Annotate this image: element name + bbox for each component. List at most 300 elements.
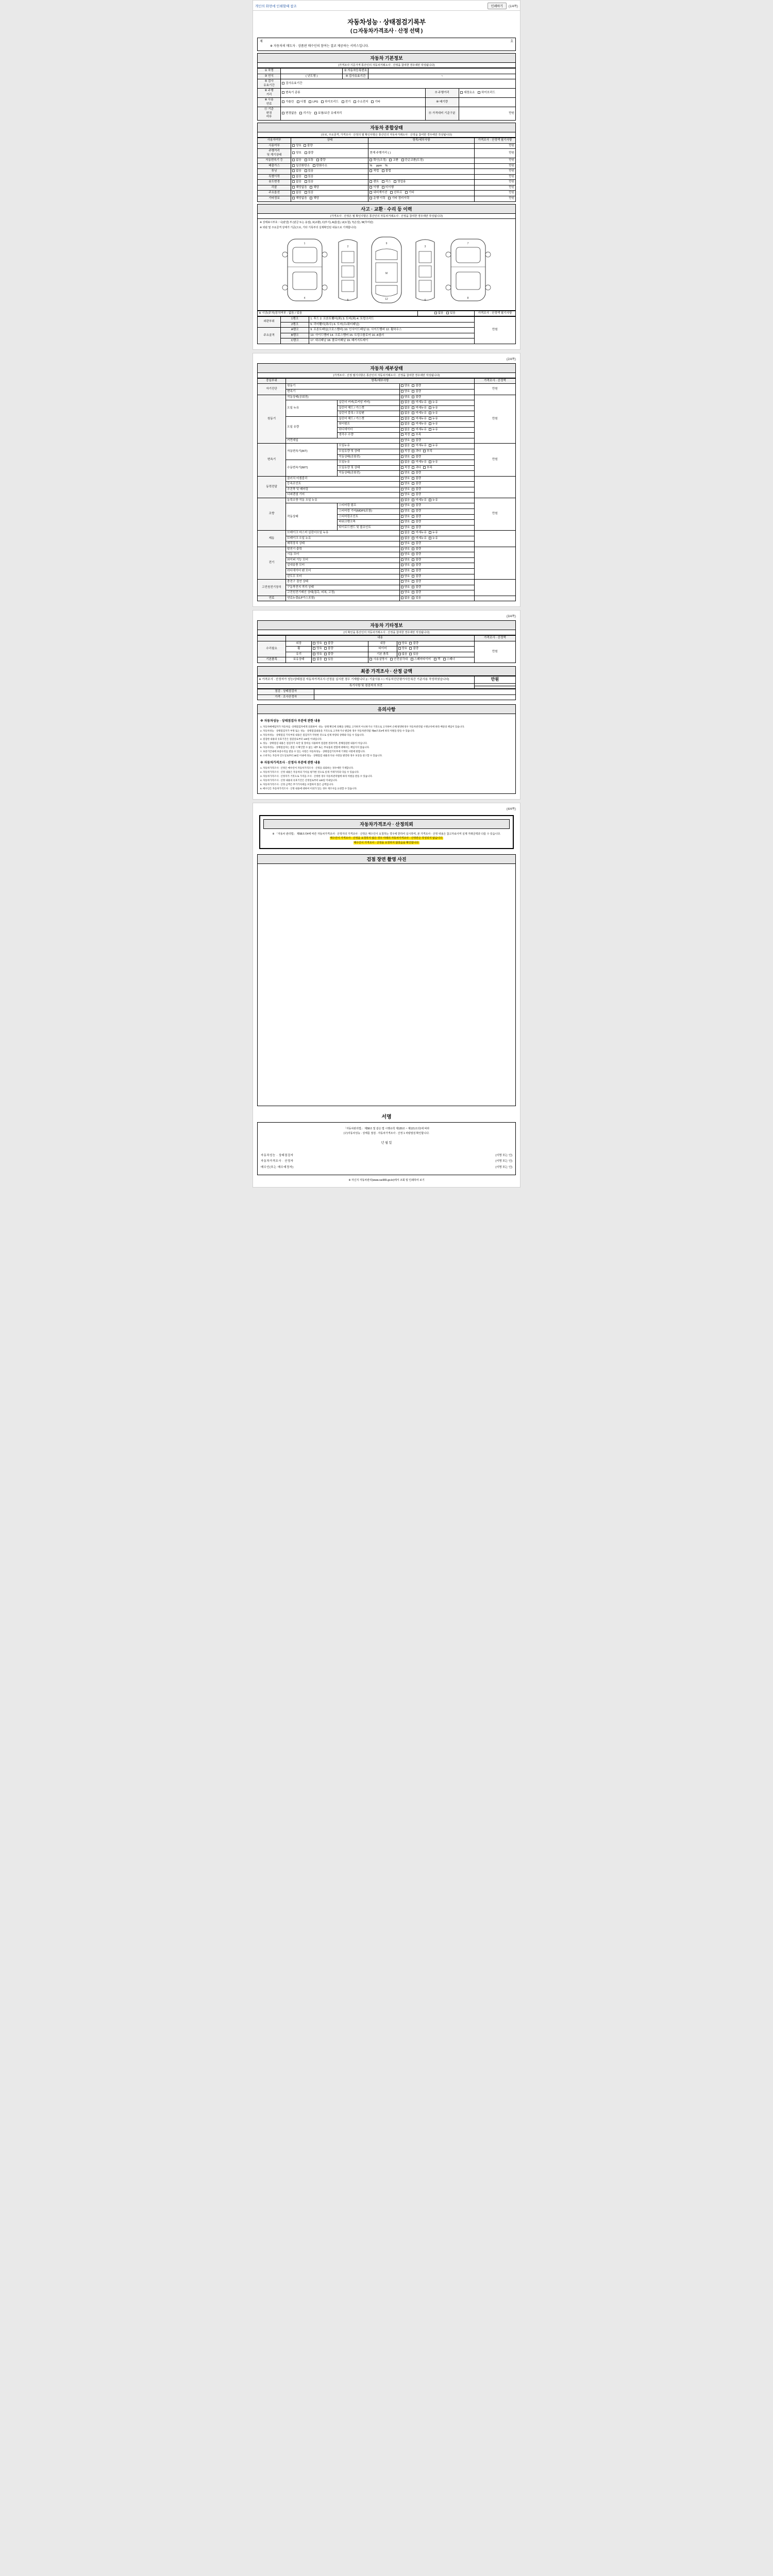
price-amount[interactable]: 만원 — [474, 676, 515, 684]
amount-hv[interactable] — [474, 580, 515, 596]
c60[interactable] — [401, 531, 404, 534]
c47[interactable] — [401, 499, 404, 501]
row-items-transmission[interactable]: 확인(조정) 교환 단순교환(도장) — [368, 158, 474, 164]
row-state-usechange[interactable]: 없음 있음 — [291, 180, 368, 185]
row-state-emission[interactable]: 일산화탄소 탄화수소 — [291, 163, 368, 169]
d2[interactable] — [324, 642, 327, 645]
c64[interactable] — [412, 537, 414, 539]
state-trans-diag[interactable]: 양호 불량 — [399, 389, 474, 395]
c61[interactable] — [412, 531, 414, 534]
c29[interactable] — [401, 455, 404, 458]
cell-accessories[interactable]: 사용설명서 안전삼각대 스페어타이어 잭 스패너 — [368, 657, 474, 663]
state-fuel-leak[interactable]: 없음 있음 — [399, 596, 474, 601]
state-waterpump[interactable]: 없음 미세누유 누유 — [399, 422, 474, 428]
c42[interactable] — [412, 482, 414, 485]
c41[interactable] — [401, 482, 404, 485]
c31[interactable] — [401, 461, 404, 463]
state-window-motor[interactable]: 양호 불량 — [399, 574, 474, 580]
c23[interactable] — [401, 444, 404, 447]
c10[interactable] — [401, 417, 404, 420]
checkbox-etc-yes[interactable] — [310, 197, 312, 199]
checkbox-tuning-illegal[interactable] — [382, 170, 384, 172]
state-master-cyl[interactable]: 없음 미세누유 누유 — [399, 531, 474, 536]
checkbox-fuel-gasoline[interactable] — [282, 100, 284, 103]
c79[interactable] — [412, 575, 414, 578]
checkbox-etc-na[interactable] — [292, 197, 295, 199]
checkbox-odo-bad[interactable] — [305, 151, 307, 154]
c24[interactable] — [412, 444, 414, 447]
c56[interactable] — [401, 520, 404, 523]
d5[interactable] — [313, 647, 315, 650]
d9[interactable] — [313, 653, 315, 655]
diagram-note-1: ※ 상태표시부호 : 니(판넬) 부 (판금 또는 용접), X(교환), C(부식), A(흠집), U(요철), T(손상), W(후미판) — [260, 221, 373, 224]
signature-row-value[interactable]: (서명 또는 인) — [495, 1165, 512, 1169]
checkbox-usage[interactable] — [282, 82, 284, 84]
section-basic-note: (가격조사 기준가격 통산인의 자동차거래소사 · 산정을 참여한 경우에만 작성됩니다) — [257, 63, 516, 68]
c57[interactable] — [412, 520, 414, 523]
amount-steering[interactable]: 만원 — [474, 498, 515, 530]
cell-wheel-opts[interactable]: 양호 불량 — [312, 647, 368, 652]
cell-value-standard[interactable]: 만원 — [459, 107, 515, 121]
state-head-gasket[interactable]: 없음 미세누유 누유 — [399, 405, 474, 411]
state-at-op[interactable]: 양호 불량 — [399, 454, 474, 460]
c72[interactable] — [401, 558, 404, 561]
c8[interactable] — [412, 412, 414, 414]
d13[interactable] — [313, 658, 315, 660]
c53[interactable] — [412, 510, 414, 512]
checkbox-change-none[interactable] — [282, 112, 284, 114]
row-amount-special[interactable]: 만원 — [474, 174, 515, 180]
c74[interactable] — [401, 564, 404, 566]
checkbox-opt-yes[interactable] — [305, 191, 307, 194]
c81[interactable] — [412, 580, 414, 583]
c68[interactable] — [401, 548, 404, 550]
state-head-gasket2[interactable]: 없음 미세누유 누유 — [399, 416, 474, 422]
c17[interactable] — [412, 428, 414, 431]
print-button[interactable]: 인쇄하기 — [488, 3, 507, 9]
state-clutch[interactable]: 양호 불량 — [399, 476, 474, 482]
cell-value-year[interactable]: ( 년도형 ) — [281, 74, 343, 79]
c82[interactable] — [401, 586, 404, 588]
col-header-user: 사용자여부 — [258, 138, 291, 144]
c21[interactable] — [401, 439, 404, 442]
checkbox-change-insurance[interactable] — [314, 112, 317, 114]
c1[interactable] — [401, 401, 404, 403]
section-caution-title: 유의사항 — [257, 704, 516, 714]
c46[interactable] — [412, 493, 414, 496]
c44[interactable] — [412, 488, 414, 490]
hazard-line-3-text: 매수인이 가격조사 · 산정을 요청하지 않았음을 확인합니다. — [354, 841, 419, 844]
sub-tierod: 타이로드엔드 및 볼조인트 — [338, 525, 399, 531]
state-brake-oil[interactable]: 없음 미세누유 누유 — [399, 536, 474, 541]
print-notice: 개인의 화면에 인쇄할때 참조 — [255, 5, 297, 8]
rank-items-a[interactable]: 9. 프론트패널(크로스멤버) 10. 인사이드패널 11. 사이드멤버 12. 휠하우스 — [309, 328, 475, 333]
d15[interactable] — [369, 658, 372, 660]
cell-holding-opts[interactable]: 없음 있음 — [312, 657, 368, 663]
state-rocker-cover[interactable]: 없음 미세누유 누유 — [399, 400, 474, 406]
c38[interactable] — [412, 471, 414, 474]
state-commonrail[interactable]: 양호 불량 — [399, 438, 474, 444]
c18[interactable] — [429, 428, 431, 431]
inspector-value-2[interactable] — [314, 694, 516, 700]
signature-rows — [261, 1153, 512, 1171]
c75[interactable] — [412, 564, 414, 566]
d19[interactable] — [443, 658, 446, 660]
row-amount-odometer[interactable]: 만원 — [474, 149, 515, 158]
c58[interactable] — [401, 526, 404, 529]
c11[interactable] — [412, 417, 414, 420]
d12[interactable] — [409, 653, 412, 655]
state-cvjoint[interactable]: 양호 불량 — [399, 482, 474, 487]
c16[interactable] — [401, 428, 404, 431]
c22[interactable] — [412, 439, 414, 442]
row-amount-emission[interactable]: 만원 — [474, 163, 515, 169]
c65[interactable] — [429, 537, 431, 539]
c55[interactable] — [412, 515, 414, 518]
checkbox-use-none[interactable] — [292, 180, 295, 183]
c6[interactable] — [429, 406, 431, 409]
checkbox-maint-hist[interactable] — [388, 197, 391, 199]
price-survey-checkbox[interactable] — [354, 29, 357, 33]
checkbox-lease[interactable] — [382, 180, 384, 183]
amount-transmission[interactable]: 만원 — [474, 444, 515, 476]
state-steer-joint[interactable]: 양호 불량 — [399, 514, 474, 520]
checkbox-usage-a[interactable] — [292, 144, 295, 147]
checkbox-use-yes[interactable] — [305, 180, 307, 183]
state-steer-pump[interactable]: 양호 불량 — [399, 503, 474, 509]
c78[interactable] — [401, 575, 404, 578]
cell-value-carname[interactable] — [281, 69, 343, 74]
checkbox-hc[interactable] — [313, 164, 315, 167]
c70[interactable] — [401, 553, 404, 555]
checkbox-fuel-diesel[interactable] — [297, 100, 299, 103]
c2[interactable] — [412, 401, 414, 403]
state-block-oilpan[interactable]: 없음 미세누유 누유 — [399, 411, 474, 417]
cell-value-type[interactable]: 검사유효기간 — [281, 79, 516, 89]
c26[interactable] — [401, 450, 404, 452]
checkbox-tuning-yes[interactable] — [305, 170, 307, 172]
amount-fuel[interactable] — [474, 596, 515, 601]
state-engine-idle[interactable]: 양호 불량 — [399, 395, 474, 400]
row-amount-usage[interactable]: 만원 — [474, 143, 515, 149]
checkbox-trans-check[interactable] — [369, 159, 372, 161]
c49[interactable] — [429, 499, 431, 501]
cell-glass-opts[interactable]: 양호 불량 — [312, 652, 368, 657]
c62[interactable] — [429, 531, 431, 534]
caution-item: 7. 보증기간내에 보증수리를 받을 수 있는 사항은 자동차성능 · 상태점검기록부에 기재된 사항에 한합니다. — [260, 750, 366, 753]
cell-value-displacement[interactable] — [459, 98, 515, 107]
d17[interactable] — [411, 658, 413, 660]
row-items-emission[interactable]: % ppm % — [368, 163, 474, 169]
c34[interactable] — [401, 466, 404, 469]
checkbox-fuel-hybrid[interactable] — [321, 100, 324, 103]
row-items-options[interactable]: 내비게이션 선루프 기타 — [368, 191, 474, 196]
c69[interactable] — [412, 548, 414, 550]
row-amount-transmission[interactable]: 만원 — [474, 158, 515, 164]
checkbox-legend-yes[interactable] — [446, 312, 449, 314]
d7[interactable] — [398, 647, 401, 650]
c19[interactable] — [401, 433, 404, 436]
cell-value-fuel[interactable]: 가솔린 디젤 LPG 하이브리드 전기 수소전지 기타 — [281, 98, 426, 107]
c59[interactable] — [412, 526, 414, 529]
accident-amount[interactable]: 만원 — [474, 317, 515, 344]
state-propshaft[interactable]: 양호 불량 — [399, 487, 474, 493]
c5[interactable] — [412, 406, 414, 409]
state-steer-gear[interactable]: 양호 불량 — [399, 509, 474, 514]
state-at-level[interactable]: 적정 과다 부족 — [399, 449, 474, 454]
checkbox-change-yes[interactable] — [299, 112, 302, 114]
checkbox-recall-done[interactable] — [369, 186, 372, 189]
state-mt-leak[interactable]: 없음 미세누유 누유 — [399, 460, 474, 466]
state-blower[interactable]: 양호 불량 — [399, 563, 474, 569]
item-brake-oil: 브레이크 오일 누유 — [286, 536, 399, 541]
cell-tire-opts[interactable]: 양호 불량 — [397, 647, 474, 652]
cell-wheel: 휠 — [286, 647, 312, 652]
c9[interactable] — [429, 412, 431, 414]
c63[interactable] — [401, 537, 404, 539]
c40[interactable] — [412, 477, 414, 480]
checkbox-trans-bad[interactable] — [316, 159, 319, 161]
cell-value-mileage[interactable]: 세정요소 하이브리드 — [459, 89, 515, 98]
c3[interactable] — [429, 401, 431, 403]
state-alternator[interactable]: 양호 불량 — [399, 547, 474, 552]
d11[interactable] — [398, 653, 401, 655]
checkbox-usage-b[interactable] — [304, 144, 306, 147]
c12[interactable] — [429, 417, 431, 420]
checkbox-tuning-none[interactable] — [292, 170, 295, 172]
row-state-transmission[interactable]: 없음 보통 불량 — [291, 158, 368, 164]
c33[interactable] — [429, 461, 431, 463]
c15[interactable] — [429, 422, 431, 425]
d10[interactable] — [324, 653, 327, 655]
c7[interactable] — [401, 412, 404, 414]
checkbox-trans-exchange[interactable] — [389, 159, 392, 161]
row-state-etcinfo[interactable]: 해당없음 해당 — [291, 196, 368, 202]
c43[interactable] — [401, 488, 404, 490]
checkbox-special-none[interactable] — [292, 175, 295, 178]
cell-interior-opts[interactable]: 양호 불량 — [397, 641, 474, 647]
row-amount-recall[interactable]: 만원 — [474, 185, 515, 191]
checkbox-tuning-legal[interactable] — [369, 170, 372, 172]
checkbox-trans-none[interactable] — [292, 159, 295, 161]
row-state-tuning[interactable]: 없음 있음 — [291, 169, 368, 175]
row-items-usechange[interactable]: 렌트 리스 영업용 — [368, 180, 474, 185]
row-items-recall[interactable]: 이행 미이행 — [368, 185, 474, 191]
checkbox-fuel-ev[interactable] — [342, 100, 344, 103]
state-powercrank[interactable]: 양호 불량 — [399, 520, 474, 526]
row-amount-etcinfo[interactable]: 만원 — [474, 196, 515, 202]
c73[interactable] — [412, 558, 414, 561]
checkbox-sd-eng-good[interactable] — [401, 384, 404, 387]
c27[interactable] — [412, 450, 414, 452]
c83[interactable] — [412, 586, 414, 588]
checkbox-meter-normal[interactable] — [282, 91, 284, 94]
checkbox-eng-idle-good[interactable] — [401, 396, 404, 398]
hazard-line-1: ※ 「자동차 관리법」 제58조의4에 따른 자동차가격조사 · 산정자의 가격조사 · 산정은 매수인이 요청하는 경우에 한하여 실시하며, 본 가격조사 · 산정 내용은 참고자료이며 실제 거래금액과 다를 수 있습니다. — [272, 832, 501, 836]
checkbox-hybrid[interactable] — [478, 91, 480, 94]
checkbox-navi[interactable] — [369, 191, 372, 194]
amount-brake[interactable] — [474, 531, 515, 547]
c20[interactable] — [412, 433, 414, 436]
checkbox-opt-none[interactable] — [292, 191, 295, 194]
row-state-usage[interactable]: 양호 불량 — [291, 143, 368, 149]
row-amount-usechange[interactable]: 만원 — [474, 180, 515, 185]
checkbox-trans-simple[interactable] — [401, 159, 404, 161]
c71[interactable] — [412, 553, 414, 555]
checkbox-drive-hist[interactable] — [369, 197, 372, 199]
c66[interactable] — [401, 542, 404, 545]
c85[interactable] — [412, 591, 414, 594]
checkbox-km[interactable] — [460, 91, 463, 94]
row-items-odometer[interactable]: 현재 주행거리 ( ) — [368, 149, 474, 158]
group-label-frame: 주요골격 — [258, 328, 281, 344]
checkbox-sd-tr-bad[interactable] — [412, 390, 414, 393]
rank-items-c[interactable]: 17. 대쉬패널 18. 플로어패널 19. 패키지트레이 — [309, 338, 475, 344]
checkbox-business[interactable] — [394, 180, 396, 183]
checkbox-recall-yes[interactable] — [310, 186, 312, 189]
state-battery-isolation[interactable]: 양호 불량 — [399, 585, 474, 590]
state-radiator-fan[interactable]: 양호 불량 — [399, 569, 474, 574]
row-items-special[interactable] — [368, 174, 474, 180]
cell-exterior-opts[interactable]: 양호 불량 — [312, 641, 368, 647]
amount-electric[interactable] — [474, 547, 515, 579]
c36[interactable] — [423, 466, 426, 469]
state-radiator[interactable]: 없음 미세누유 누유 — [399, 427, 474, 433]
c14[interactable] — [412, 422, 414, 425]
c52[interactable] — [401, 510, 404, 512]
c86[interactable] — [401, 597, 404, 599]
c4[interactable] — [401, 406, 404, 409]
state-coolant[interactable]: 적정 부족 — [399, 433, 474, 438]
state-charge-port[interactable]: 양호 불량 — [399, 580, 474, 585]
row-items-etcinfo[interactable]: 운행 이력 기타 정비이력 — [368, 196, 474, 202]
state-hv-wiring[interactable]: 양호 불량 — [399, 590, 474, 596]
d1[interactable] — [313, 642, 315, 645]
checkbox-fuel-hydrogen[interactable] — [354, 100, 356, 103]
state-tierod[interactable]: 양호 불량 — [399, 525, 474, 531]
checkbox-legend-none[interactable] — [434, 312, 437, 314]
d14[interactable] — [324, 658, 327, 660]
c51[interactable] — [412, 504, 414, 506]
row-label-usage: 사용여부 — [258, 143, 291, 149]
amount-engine[interactable]: 만원 — [474, 395, 515, 444]
amount-powertrain[interactable] — [474, 476, 515, 498]
c39[interactable] — [401, 477, 404, 480]
signature-row-value[interactable]: (서명 또는 인) — [495, 1154, 512, 1158]
row-amount-options[interactable]: 만원 — [474, 191, 515, 196]
state-power-steer-leak[interactable]: 없음 미세누유 누유 — [399, 498, 474, 503]
checkbox-recall-notdone[interactable] — [382, 186, 384, 189]
c50[interactable] — [401, 504, 404, 506]
row-state-odometer[interactable]: 양호 불량 — [291, 149, 368, 158]
c45[interactable] — [401, 493, 404, 496]
checkbox-fuel-lpg[interactable] — [309, 100, 311, 103]
state-booster[interactable]: 양호 불량 — [399, 541, 474, 547]
signature-row-value[interactable]: (서명 또는 인) — [495, 1160, 512, 1163]
table-row — [258, 74, 516, 79]
row-items-usage[interactable] — [368, 143, 474, 149]
row-state-options[interactable]: 없음 있음 — [291, 191, 368, 196]
c87[interactable] — [412, 597, 414, 599]
group-transmission: 변속기 — [258, 444, 286, 476]
sub-head-gasket: 실린더 헤드 / 가스켓 — [338, 405, 399, 411]
d18[interactable] — [434, 658, 436, 660]
d6[interactable] — [324, 647, 327, 650]
row-state-recall[interactable]: 해당없음 해당 — [291, 185, 368, 191]
state-starter[interactable]: 양호 불량 — [399, 552, 474, 558]
checkbox-co[interactable] — [292, 164, 295, 167]
checkbox-rent[interactable] — [369, 180, 372, 183]
checkbox-sunroof[interactable] — [390, 191, 393, 194]
section-price-title: 최종 가격조사 · 산정 금액 — [257, 666, 516, 676]
cell-value-meter[interactable]: 변속기 종류 — [281, 89, 426, 98]
c48[interactable] — [412, 499, 414, 501]
state-differential[interactable]: 양호 불량 — [399, 493, 474, 498]
cell-basic-opts[interactable]: 없음 있음 — [397, 652, 474, 657]
c37[interactable] — [401, 471, 404, 474]
legend-options[interactable]: 없음 있음 — [417, 311, 474, 316]
c80[interactable] — [401, 580, 404, 583]
c67[interactable] — [412, 542, 414, 545]
d8[interactable] — [409, 647, 412, 650]
d16[interactable] — [390, 658, 393, 660]
c13[interactable] — [401, 422, 404, 425]
state-mt-level[interactable]: 적정 과다 부족 — [399, 465, 474, 471]
row-state-special[interactable]: 없음 있음 — [291, 174, 368, 180]
checkbox-odo-good[interactable] — [292, 151, 295, 154]
c25[interactable] — [429, 444, 431, 447]
c84[interactable] — [401, 591, 404, 594]
checkbox-opt-etc[interactable] — [405, 191, 408, 194]
checkbox-sd-tr-good[interactable] — [401, 390, 404, 393]
cell-value-inspection[interactable]: ~ — [368, 74, 516, 79]
c77[interactable] — [412, 569, 414, 572]
checkbox-recall-na[interactable] — [292, 186, 295, 189]
state-mt-op[interactable]: 양호 불량 — [399, 471, 474, 477]
svg-text:M: M — [385, 272, 388, 275]
checkbox-fuel-etc[interactable] — [371, 100, 374, 103]
rank-items-b[interactable]: 13. 사이드멤버 14. 크로스멤버 15. 트렁크플로어 16. A필러 — [309, 333, 475, 338]
other-amount[interactable]: 만원 — [474, 641, 515, 663]
c32[interactable] — [412, 461, 414, 463]
remarks-row-2[interactable] — [474, 686, 515, 689]
d4[interactable] — [409, 642, 412, 645]
c54[interactable] — [401, 515, 404, 518]
d3[interactable] — [398, 642, 401, 645]
section-overall-title: 자동차 종합상태 — [257, 123, 516, 132]
c76[interactable] — [401, 569, 404, 572]
c28[interactable] — [423, 450, 426, 452]
checkbox-sd-eng-bad[interactable] — [412, 384, 414, 387]
checkbox-eng-idle-bad[interactable] — [412, 396, 414, 398]
row-label-emission: 배출가스 — [258, 163, 291, 169]
row-items-tuning[interactable]: 적법 불법 — [368, 169, 474, 175]
rank-items-1[interactable]: 1. 후드 2. 프론트휀더(좌) 3. 도어(좌) 4. 트렁크리드 — [309, 317, 475, 323]
amount-self-diag[interactable]: 만원 — [474, 384, 515, 395]
cell-value-change[interactable]: 변경없음 리기능 보험/보증 유예처리 — [281, 107, 426, 121]
cell-value-regno[interactable] — [368, 69, 516, 74]
c35[interactable] — [412, 466, 414, 469]
state-wiper[interactable]: 양호 불량 — [399, 557, 474, 563]
row-amount-tuning[interactable]: 만원 — [474, 169, 515, 175]
inspector-value-1[interactable] — [314, 689, 516, 695]
checkbox-special-yes[interactable] — [305, 175, 307, 178]
state-engine-diag[interactable]: 양호 불량 — [399, 384, 474, 389]
state-at-leak[interactable]: 없음 미세누유 누유 — [399, 444, 474, 449]
checkbox-trans-normal[interactable] — [305, 159, 307, 161]
rank-items-2[interactable]: 5. 리어휀더(좌/우) 6. 도어(우/쿼터패널) — [309, 322, 475, 328]
c30[interactable] — [412, 455, 414, 458]
